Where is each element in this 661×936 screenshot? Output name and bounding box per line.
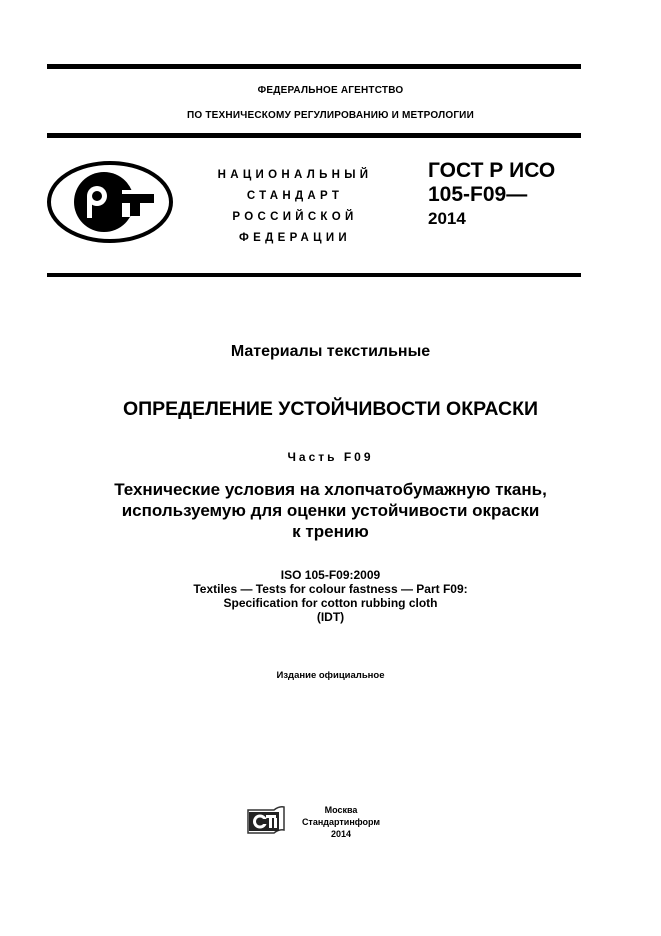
iso-title-line-2: Specification for cotton rubbing cloth <box>223 596 438 610</box>
subtitle-line-1: Технические условия на хлопчатобумажную ткань, <box>114 480 547 499</box>
national-standard-line-2: СТАНДАРТ <box>246 190 344 202</box>
header-bottom-rule <box>47 133 581 138</box>
document-subtitle <box>0 479 661 542</box>
title-block-rule <box>47 273 581 277</box>
iso-title-line-1: Textiles — Tests for colour fastness — Part F09: <box>193 582 468 596</box>
publisher-info <box>296 804 386 840</box>
document-part: Часть F09 <box>287 450 374 464</box>
designation-line-2: 105-F09— <box>428 183 528 206</box>
publisher-year: 2014 <box>330 829 352 839</box>
designation-line-1: ГОСТ Р ИСО <box>428 159 556 182</box>
agency-line-1: ФЕДЕРАЛЬНОЕ АГЕНТСТВО <box>257 85 404 96</box>
national-standard-line-1: НАЦИОНАЛЬНЫЙ <box>217 169 373 181</box>
national-standard-line-3: РОССИЙСКОЙ <box>232 211 358 223</box>
official-edition-label: Издание официальное <box>276 670 385 681</box>
iso-equivalence: (IDT) <box>316 610 345 624</box>
standartinform-logo-icon <box>246 804 286 836</box>
agency-line-2: ПО ТЕХНИЧЕСКОМУ РЕГУЛИРОВАНИЮ И МЕТРОЛОГИИ <box>187 110 474 121</box>
document-category: Материалы текстильные <box>230 343 431 360</box>
national-standard-label <box>195 165 395 249</box>
document-main-title: ОПРЕДЕЛЕНИЕ УСТОЙЧИВОСТИ ОКРАСКИ <box>122 398 539 420</box>
publisher-name: Стандартинформ <box>301 817 381 827</box>
publisher-city: Москва <box>324 805 358 815</box>
gost-r-logo-icon <box>46 160 174 244</box>
top-rule <box>47 64 581 69</box>
standard-designation <box>428 159 555 231</box>
iso-reference <box>0 568 661 624</box>
designation-line-3: 2014 <box>428 209 466 228</box>
subtitle-line-2: используемую для оценки устойчивости окраски <box>121 501 540 520</box>
subtitle-line-3: к трению <box>292 522 369 541</box>
national-standard-line-4: ФЕДЕРАЦИИ <box>239 232 351 244</box>
iso-number: ISO 105-F09:2009 <box>280 568 381 582</box>
